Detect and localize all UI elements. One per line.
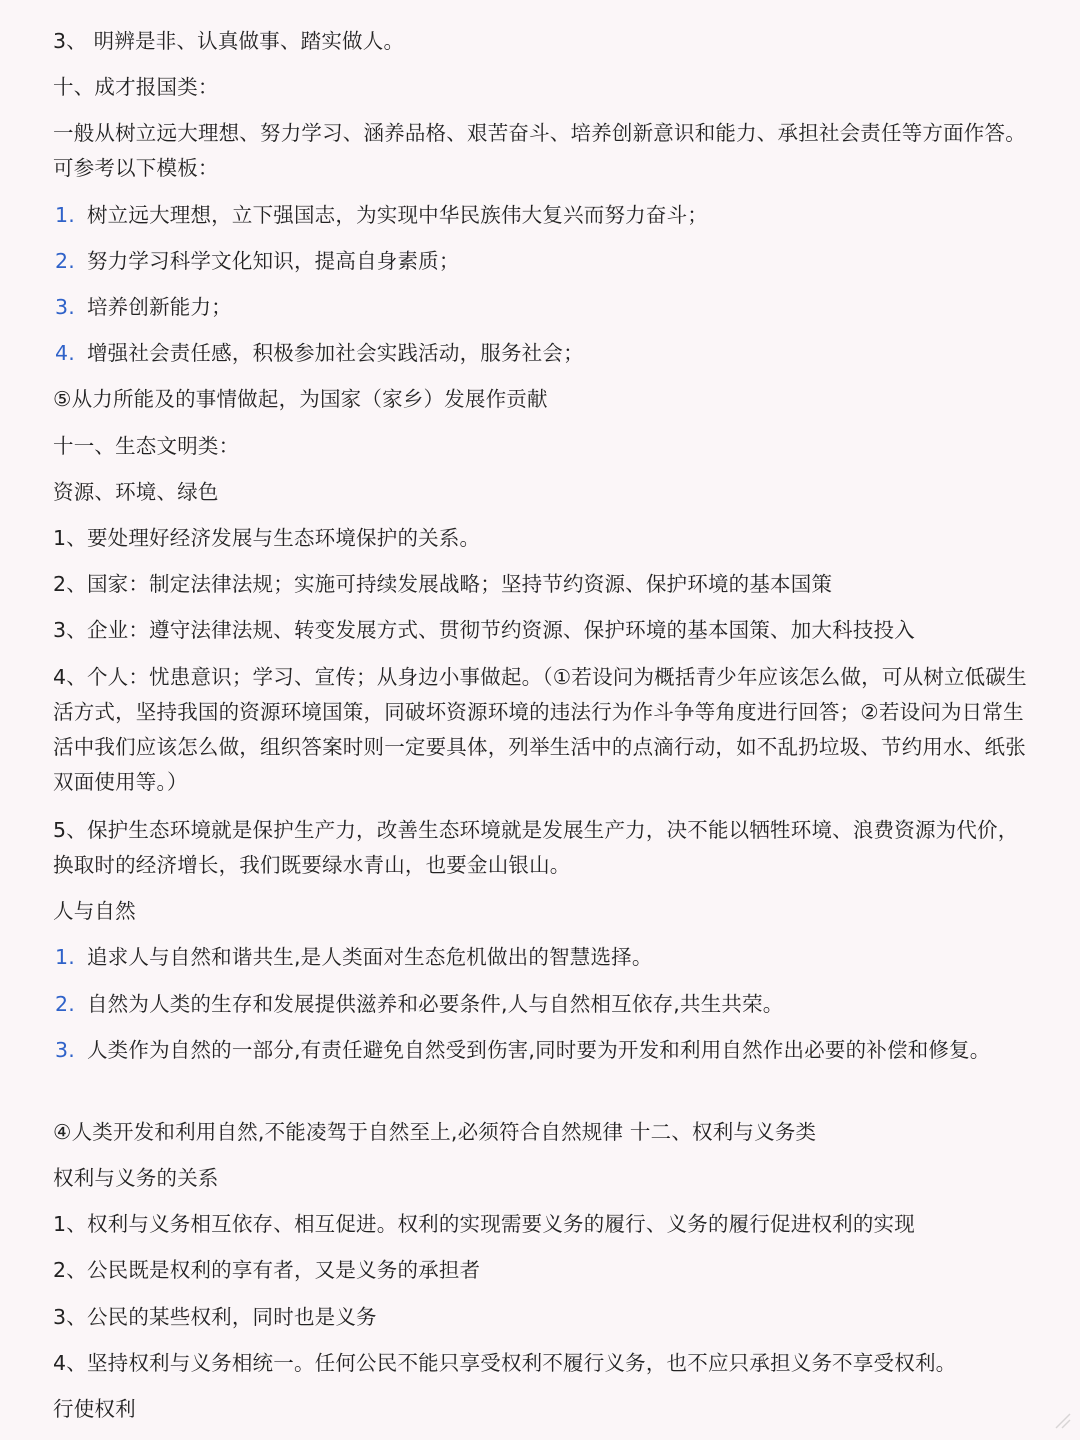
paragraph-productivity: 5、保护生态环境就是保护生产力，改善生态环境就是发展生产力，决不能以牺牲环境、浪费资源为代价，换取时的经济增长，我们既要绿水青山，也要金山银山。 (53, 818, 1019, 877)
list-number: 1. (55, 203, 75, 227)
subheading-rights-duties: 权利与义务的关系 (53, 1166, 219, 1190)
line-item: 3、企业：遵守法律法规、转变发展方式、贯彻节约资源、保护环境的基本国策、加大科技投入 (53, 618, 915, 642)
subheading-resources: 资源、环境、绿色 (53, 480, 219, 504)
line-item: 1、权利与义务相互依存、相互促进。权利的实现需要义务的履行、义务的履行促进权利的实现 (53, 1212, 915, 1236)
list-item-text: 人类作为自然的一部分,有责任避免自然受到伤害,同时要为开发和利用自然作出必要的补偿和修复。 (86, 1038, 991, 1062)
list-number: 3. (55, 1038, 75, 1062)
section-heading-10: 十、成才报国类： (53, 75, 219, 99)
paragraph-intro: 一般从树立远大理想、努力学习、涵养品格、艰苦奋斗、培养创新意识和能力、承担社会责任等方面作答。可参考以下模板： (53, 121, 1026, 180)
list-item (53, 940, 1033, 975)
list-item-text: 追求人与自然和谐共生,是人类面对生态危机做出的智慧选择。 (86, 945, 653, 969)
list-item (53, 198, 1033, 233)
list-item (53, 244, 1033, 279)
line-item-3: 3、 明辨是非、认真做事、踏实做人。 (53, 29, 405, 53)
list-item-text: 树立远大理想，立下强国志，为实现中华民族伟大复兴而努力奋斗； (86, 203, 708, 227)
line-item-5: ⑤从力所能及的事情做起，为国家（家乡）发展作贡献 (53, 387, 548, 411)
watermark-icon (1052, 1410, 1074, 1432)
line-item: 1、要处理好经济发展与生态环境保护的关系。 (53, 526, 481, 550)
paragraph-individual: 4、个人：忧患意识；学习、宣传；从身边小事做起。（①若设问为概括青少年应该怎么做，可从树立低碳生活方式，坚持我国的资源环境国策，同破坏资源环境的违法行为作斗争等角度进行回答；②若设问为日常生活中我们应该怎么做，组织答案时则一定要具体，列举生活中的点滴行动，如不乱扔垃圾、节约用水、纸张双面使用等。） (53, 665, 1027, 794)
list-number: 2. (55, 249, 75, 273)
subheading-exercise-rights: 行使权利 (53, 1397, 136, 1421)
section-heading-11: 十一、生态文明类： (53, 434, 240, 458)
line-item: 2、公民既是权利的享有者，又是义务的承担者 (53, 1258, 481, 1282)
list-item (53, 1033, 1035, 1068)
list-item (53, 987, 1033, 1022)
line-item: 3、公民的某些权利，同时也是义务 (53, 1305, 377, 1329)
list-item-text: 努力学习科学文化知识，提高自身素质； (86, 249, 460, 273)
subheading-human-nature: 人与自然 (53, 899, 136, 923)
list-item-text: 培养创新能力； (86, 295, 232, 319)
list-number: 2. (55, 992, 75, 1016)
list-item (53, 336, 1033, 371)
list-number: 4. (55, 341, 75, 365)
line-item-4: ④人类开发和利用自然,不能凌驾于自然至上,必须符合自然规律 十二、权利与义务类 (53, 1120, 817, 1144)
line-item: 2、国家：制定法律法规；实施可持续发展战略；坚持节约资源、保护环境的基本国策 (53, 572, 833, 596)
list-item-text: 自然为人类的生存和发展提供滋养和必要条件,人与自然相互依存,共生共荣。 (86, 992, 784, 1016)
list-item-text: 增强社会责任感，积极参加社会实践活动，服务社会； (86, 341, 584, 365)
list-number: 1. (55, 945, 75, 969)
list-item (53, 290, 1033, 325)
list-number: 3. (55, 295, 75, 319)
line-item: 4、坚持权利与义务相统一。任何公民不能只享受权利不履行义务，也不应只承担义务不享受权利。 (53, 1351, 957, 1375)
